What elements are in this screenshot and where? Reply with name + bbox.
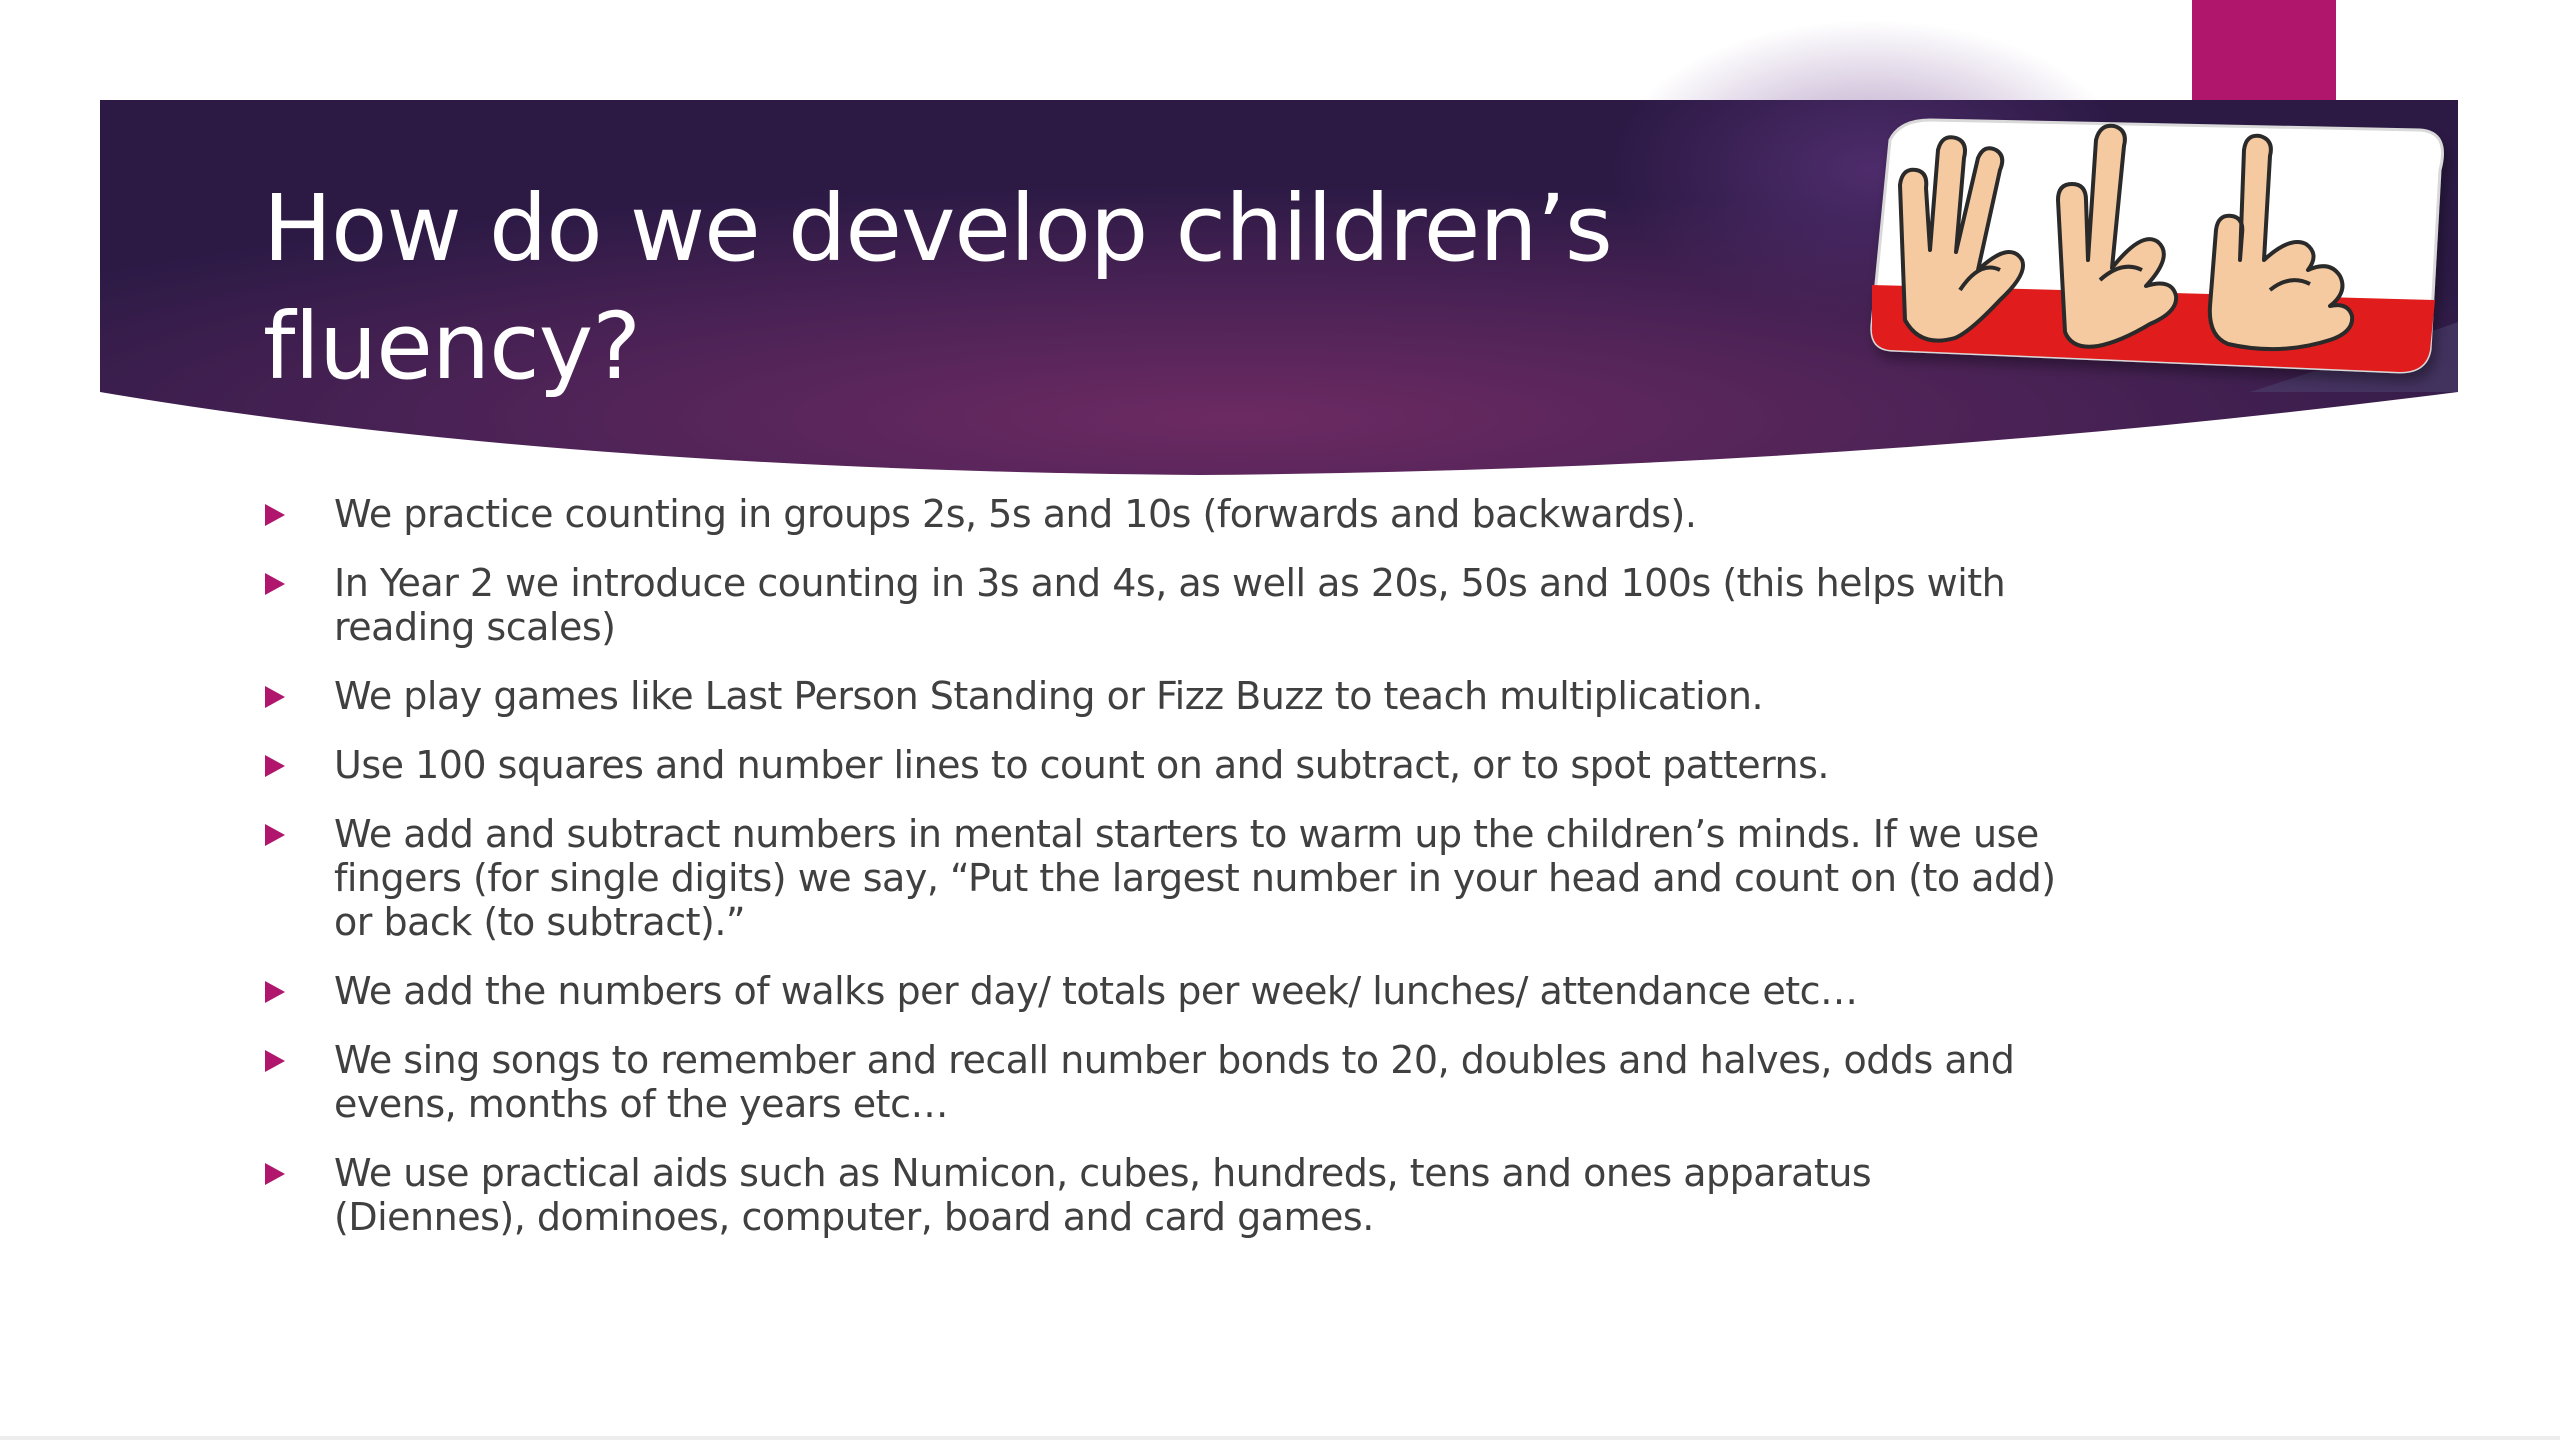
bullet-item — [258, 743, 2058, 787]
counting-hands-image — [1860, 110, 2460, 390]
bullet-item — [258, 674, 2058, 718]
bullet-text: We practice counting in groups 2s, 5s and 10s (forwards and backwards). — [334, 492, 1697, 536]
bullet-text: Use 100 squares and number lines to count on and subtract, or to spot patterns. — [334, 743, 1830, 787]
bullet-item — [258, 1038, 2058, 1126]
slide-title: How do we develop children’s fluency? — [263, 175, 1612, 400]
triangle-bullet-icon — [265, 573, 285, 595]
triangle-bullet-icon — [265, 504, 285, 526]
bullet-text: We use practical aids such as Numicon, cubes, hundreds, tens and ones apparatus (Diennes), dominoes, computer, board and card games. — [334, 1151, 1872, 1239]
slide-bottom-edge — [0, 1436, 2560, 1440]
bullet-item — [258, 969, 2058, 1013]
bullet-text: We sing songs to remember and recall number bonds to 20, doubles and halves, odds and evens, months of the years etc… — [334, 1038, 2015, 1126]
bullet-item — [258, 812, 2058, 944]
bullet-text: In Year 2 we introduce counting in 3s and 4s, as well as 20s, 50s and 100s (this helps with reading scales) — [334, 561, 2006, 649]
triangle-bullet-icon — [265, 824, 285, 846]
triangle-bullet-icon — [265, 755, 285, 777]
bullet-text: We play games like Last Person Standing or Fizz Buzz to teach multiplication. — [334, 674, 1764, 718]
triangle-bullet-icon — [265, 1050, 285, 1072]
triangle-bullet-icon — [265, 1163, 285, 1185]
bullet-item — [258, 561, 2058, 649]
bullet-item — [258, 1151, 2058, 1239]
triangle-bullet-icon — [265, 686, 285, 708]
triangle-bullet-icon — [265, 981, 285, 1003]
bullet-text: We add the numbers of walks per day/ totals per week/ lunches/ attendance etc… — [334, 969, 1858, 1013]
bullet-list — [258, 492, 2058, 1264]
bullet-item — [258, 492, 2058, 536]
bullet-text: We add and subtract numbers in mental starters to warm up the children’s minds. If we use fingers (for single digits) we say, “Put the largest number in your head and count on (to add) or back (to subtract).” — [334, 812, 2056, 944]
